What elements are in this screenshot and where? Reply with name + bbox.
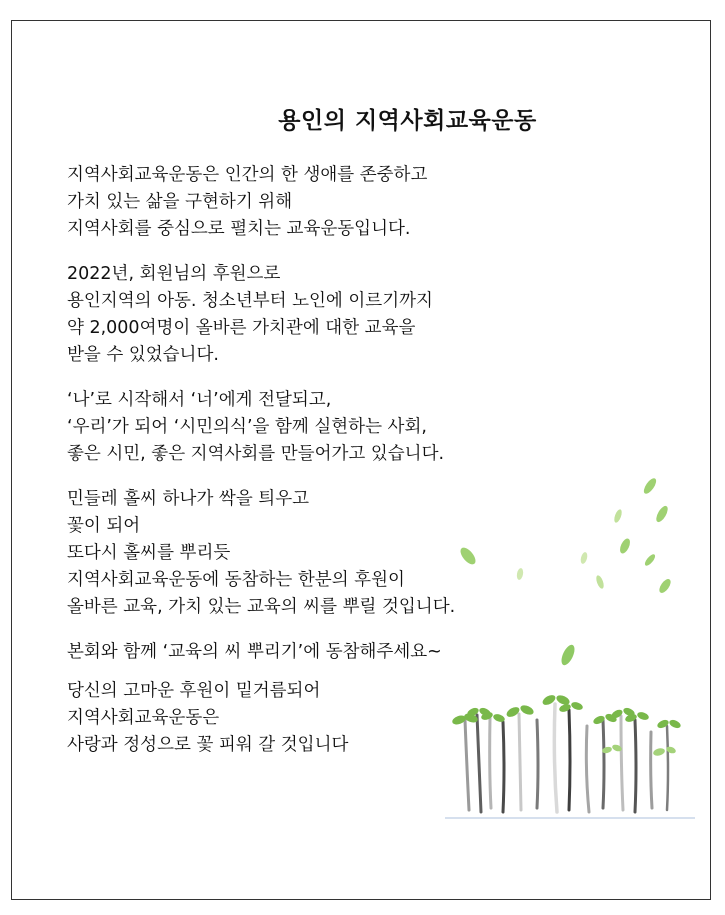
text-line: 꽃이 되어 [67, 516, 141, 536]
text-line: 본회와 함께 ‘교육의 씨 뿌리기’에 동참해주세요~ [67, 642, 442, 662]
paragraph-intro [67, 162, 627, 243]
text-line: 지역사회교육운동에 동참하는 한분의 후원이 [67, 570, 405, 590]
floating-leaves-illustration [450, 470, 690, 670]
text-line: 2022년, 회원님의 후원으로 [67, 264, 281, 284]
text-line: 민들레 홀씨 하나가 싹을 틔우고 [67, 489, 310, 509]
text-line: 또다시 홀씨를 뿌리듯 [67, 543, 231, 563]
text-line: 지역사회교육운동은 인간의 한 생애를 존중하고 [67, 165, 428, 185]
paragraph-achievement [67, 261, 627, 369]
text-line: 당신의 고마운 후원이 밑거름되어 [67, 681, 321, 701]
text-line: ‘우리’가 되어 ‘시민의식’을 함께 실현하는 사회, [67, 417, 427, 437]
text-line: 좋은 시민, 좋은 지역사회를 만들어가고 있습니다. [67, 444, 445, 464]
text-line: 용인지역의 아동. 청소년부터 노인에 이르기까지 [67, 291, 433, 311]
sprouts-illustration [445, 690, 700, 825]
page-title: 용인의 지역사회교육운동 [278, 108, 537, 134]
text-line: ‘나’로 시작해서 ‘너’에게 전달되고, [67, 390, 332, 410]
paragraph-citizenship [67, 387, 627, 468]
text-line: 지역사회를 중심으로 펼치는 교육운동입니다. [67, 219, 411, 239]
text-line: 가치 있는 삶을 구현하기 위해 [67, 192, 293, 212]
text-line: 지역사회교육운동은 [67, 708, 220, 728]
text-line: 약 2,000여명이 올바른 가치관에 대한 교육을 [67, 318, 416, 338]
text-line: 사랑과 정성으로 꽃 피워 갈 것입니다 [67, 735, 349, 755]
text-line: 받을 수 있었습니다. [67, 345, 219, 365]
text-line: 올바른 교육, 가치 있는 교육의 씨를 뿌릴 것입니다. [67, 597, 456, 617]
